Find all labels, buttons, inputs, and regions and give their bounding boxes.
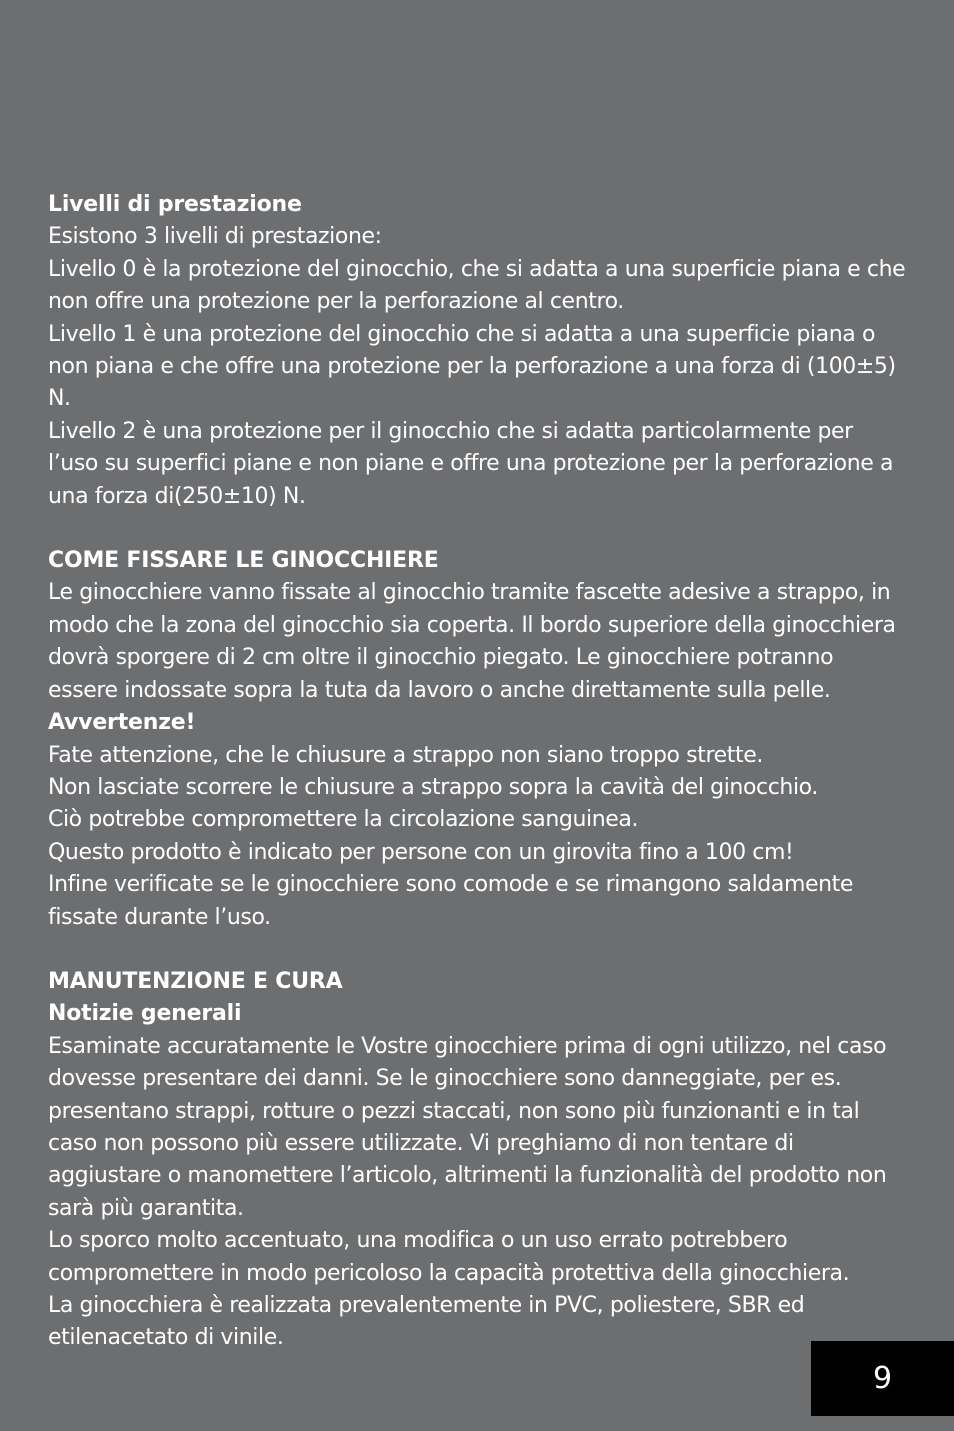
warning-item: Non lasciate scorrere le chiusure a strappo sopra la cavità del ginocchio. (48, 774, 818, 800)
page-content (48, 189, 906, 1355)
maintenance-paragraph: Lo sporco molto accentuato, una modifica o un uso errato potrebbero compromettere in modo pericoloso la capacità protettiva della ginocchiera. (48, 1228, 850, 1286)
performance-level-1: Livello 1 è una protezione del ginocchio che si adatta a una superficie piana o non piana e che offre una protezione per la perforazione a una forza di (100±5) N. (48, 321, 896, 412)
performance-level-0: Livello 0 è la protezione del ginocchio, che si adatta a una superficie piana e che non offre una protezione per la perforazione al centro. (48, 256, 906, 315)
performance-intro: Esistono 3 livelli di prestazione: (48, 224, 382, 250)
warning-item: Ciò potrebbe compromettere la circolazione sanguinea. (48, 807, 639, 833)
performance-level-2: Livello 2 è una protezione per il ginocchio che si adatta particolarmente per l’uso su superfici piane e non piane e offre una protezione per la perforazione a una forza di(250±10) N. (48, 418, 894, 509)
section-heading-performance-levels: Livelli di prestazione (48, 192, 302, 217)
warning-item: Infine verificate se le ginocchiere sono comode e se rimangono saldamente fissate durante l’uso. (48, 872, 854, 930)
maintenance-subheading: Notizie generali (48, 1001, 242, 1027)
page-number-box (811, 1341, 954, 1416)
section-spacer (48, 513, 906, 545)
section-spacer (48, 934, 906, 966)
warnings-heading: Avvertenze! (48, 710, 196, 736)
maintenance-paragraph: La ginocchiera è realizzata prevalentemente in PVC, poliestere, SBR ed etilenacetato di vinile. (48, 1293, 805, 1351)
fitting-paragraph: Le ginocchiere vanno fissate al ginocchio tramite fascette adesive a strappo, in modo che la zona del ginocchio sia coperta. Il bordo superiore della ginocchiera dovrà sporgere di 2 cm oltre il ginocchio piegato. Le ginocchiere potranno essere indossate sopra la tuta da lavoro o anche direttamente sulla pelle. (48, 580, 896, 703)
warning-item: Questo prodotto è indicato per persone con un girovita fino a 100 cm! (48, 839, 794, 865)
warning-item: Fate attenzione, che le chiusure a strappo non siano troppo strette. (48, 742, 763, 768)
section-heading-fitting: COME FISSARE LE GINOCCHIERE (48, 548, 439, 574)
page-number: 9 (872, 1361, 893, 1396)
section-heading-maintenance: MANUTENZIONE E CURA (48, 968, 343, 994)
maintenance-paragraph: Esaminate accuratamente le Vostre ginocchiere prima di ogni utilizzo, nel caso dovesse presentare dei danni. Se le ginocchiere sono danneggiate, per es. presentano strappi, rotture o pezzi staccati, non sono più funzionanti e in tal caso non possono più essere utilizzate. Vi preghiamo di non tentare di aggiustare o manomettere l’articolo, altrimenti la funzionalità del prodotto non sarà più garantita. (48, 1033, 887, 1221)
